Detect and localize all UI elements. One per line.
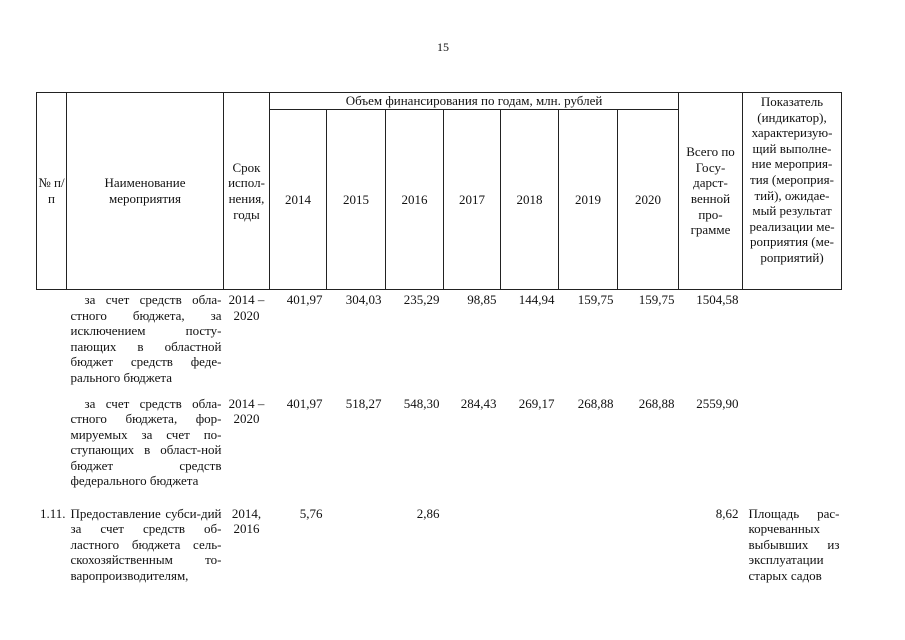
header-indicator: Показатель (индикатор), характеризую-щий выполне-ние мероприя-тия (мероприя-тий), ожидае-мый результат реализации ме-роприятия (ме-роприятий) — [743, 93, 842, 290]
header-year: 2014 — [270, 110, 327, 290]
row-value-2015: 518,27 — [345, 395, 382, 411]
row-value-2014: 5,76 — [299, 505, 323, 521]
row-indicator: Площадь рас-корчеванных выбывших из эксплуатации старых садов — [748, 505, 840, 583]
header-num: № п/п — [37, 93, 67, 290]
row-indicator — [743, 290, 842, 394]
header-total: Всего по Госу-дарст-венной про-грамме — [679, 93, 743, 290]
row-name: за счет средств обла-стного бюджета, за исключением посту-пающих в областной бюджет средств феде-рального бюджета — [70, 292, 222, 385]
row-num — [37, 290, 67, 394]
row-name: Предоставление субси-дий за счет средств об-ластного бюджета сель-скохозяйственным то-варопроизводителям, — [70, 505, 222, 583]
row-total: 1504,58 — [696, 292, 739, 307]
row-value-2017: 284,43 — [460, 395, 497, 411]
row-value-2018: 269,17 — [518, 395, 555, 411]
row-num: 1.11. — [39, 505, 66, 521]
row-value-2017: 98,85 — [467, 292, 497, 307]
row-term: 2014 – 2020 — [228, 292, 265, 323]
header-year: 2016 — [386, 110, 444, 290]
row-value-2016: 2,86 — [416, 505, 440, 521]
row-value-2016: 235,29 — [403, 292, 440, 307]
table-row — [37, 394, 842, 504]
table-header — [37, 93, 842, 290]
row-total: 2559,90 — [696, 395, 739, 411]
table-row — [37, 290, 842, 394]
row-value-2017 — [444, 504, 501, 596]
row-value-2020: 159,75 — [638, 292, 675, 307]
page-number: 15 — [437, 40, 449, 54]
header-year: 2017 — [444, 110, 501, 290]
program-table — [36, 92, 842, 596]
row-value-2014: 401,97 — [286, 292, 323, 307]
row-value-2015: 304,03 — [345, 292, 382, 307]
row-value-2019 — [559, 504, 618, 596]
header-funding-group: Объем финансирования по годам, млн. рублей — [270, 93, 679, 110]
row-name: за счет средств обла-стного бюджета, фор-мируемых за счет по-ступающих в област-ной бюджет средств федерального бюджета — [70, 395, 222, 489]
row-value-2015 — [327, 504, 386, 596]
row-total: 8,62 — [715, 505, 739, 521]
table-body — [37, 290, 842, 596]
header-year: 2020 — [618, 110, 679, 290]
row-value-2020: 268,88 — [638, 395, 675, 411]
row-value-2018: 144,94 — [518, 292, 555, 307]
header-year: 2018 — [501, 110, 559, 290]
row-value-2019: 159,75 — [577, 292, 614, 307]
header-year: 2015 — [327, 110, 386, 290]
row-value-2016: 548,30 — [403, 395, 440, 411]
row-num — [37, 394, 67, 504]
table-row — [37, 504, 842, 596]
header-term: Срок испол-нения, годы — [224, 93, 270, 290]
row-value-2014: 401,97 — [286, 395, 323, 411]
row-value-2018 — [501, 504, 559, 596]
row-term: 2014 – 2020 — [228, 395, 265, 427]
header-name: Наименование мероприятия — [67, 93, 224, 290]
header-year: 2019 — [559, 110, 618, 290]
row-value-2020 — [618, 504, 679, 596]
row-value-2019: 268,88 — [577, 395, 614, 411]
row-term: 2014, 2016 — [231, 505, 262, 537]
row-indicator — [743, 394, 842, 504]
